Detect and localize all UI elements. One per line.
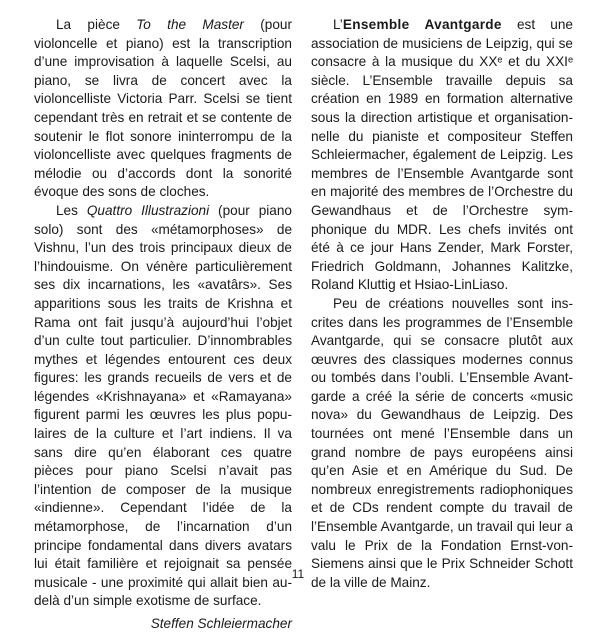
paragraph-quattro-illustrazioni — [34, 202, 292, 611]
left-column — [34, 16, 292, 634]
text-run: est une association de musiciens de Leipzig, qui se consacre à la musique du XXᵉ et du XXIᵉ siècle. L’Ensemble travaille depuis sa création en 1989 en formation alternative sous la direction artistique et organisationnelle du pianiste et compositeur Steffen Schleiermacher, également de Leipzig. Les membres de l’Ensemble Avantgarde sont en majorité des membres de l’Orchestre du Gewandhaus et de l’Orchestre symphonique du MDR. Les chefs invités ont été à ce jour Hans Zender, Mark Forster, Friedrich Goldmann, Johannes Kalitzke, Roland Kluttig et Hsiao-LinLiaso. — [311, 17, 573, 293]
ensemble-name: Ensemble Avantgarde — [342, 17, 502, 32]
work-title: To the Master — [136, 17, 244, 32]
paragraph-to-the-master — [34, 16, 292, 202]
page-number: 11 — [291, 567, 305, 581]
paragraph-ensemble-activity: Peu de créations nouvelles sont inscrites dans les programmes de l’Ensemble Avantgarde, qui se consacre plutôt aux œuvres des classiques modernes connus ou tombés dans l’oubli. L’Ensemble Avantgarde a créé la série de concerts «music nova» du Gewandhaus de Leipzig. Des tournées ont mené l’Ensemble dans un grand nombre de pays européens ainsi qu’en Asie et en Amérique du Sud. De nombreux enregistrements radiophoniques et de CDs rendent compte du travail de l’Ensemble Avantgarde, un travail qui leur a valu le Prix de la Fondation Ernst-von-Siemens ainsi que le Prix Schneider Schott de la ville de Mainz. — [311, 295, 573, 590]
author-signature: Steffen Schleiermacher — [150, 616, 292, 631]
text-run: (pour violoncelle et piano) est la transcription d’une improvisation à laquelle Scelsi, au piano, se livra de concert avec la violoncelliste Victoria Parr. Scelsi se tient cependant très en retrait et se contente de soutenir le flot sonore ininterrompu de la violoncelliste avec quelques fragments de mélodie ou d’accords dont la sonorité évoque des sons de cloches. — [34, 17, 292, 200]
text-run: Les — [56, 202, 87, 218]
text-run: (pour piano solo) sont des «métamorphoses» de Vishnu, l’un des trois principaux dieux de l’hindouisme. On vénère particulièrement ses dix incarnations, les «avatârs». Ses apparitions sous les traits de Krishna et Rama ont fait jusqu’à aujourd’hui l’objet d’un culte tout particulier. D’innombrables mythes et légendes entourent ces deux figures: les grands recueils de vers et de légendes «Krishnayana» et «Ramayana» figurent parmi les œuvres les plus populaires de la culture et l’art indiens. Il va sans dire qu’en élaborant ces quatre pièces pour piano Scelsi n’avait pas l’intention de composer de la musique «indienne». Cependant l’idée de la métamorphose, de l’incarnation d’un principe fondamental dans divers avatars lui était familière et rejoignait sa pensée musicale - une proximité qui allait bien au-delà d’un simple exotisme de surface. — [34, 202, 292, 609]
paragraph-ensemble-intro — [311, 16, 573, 295]
text-run: La pièce — [56, 17, 137, 32]
text-run: L’ — [333, 17, 343, 32]
work-title: Quattro Illustrazioni — [86, 202, 210, 218]
right-column — [311, 16, 573, 592]
